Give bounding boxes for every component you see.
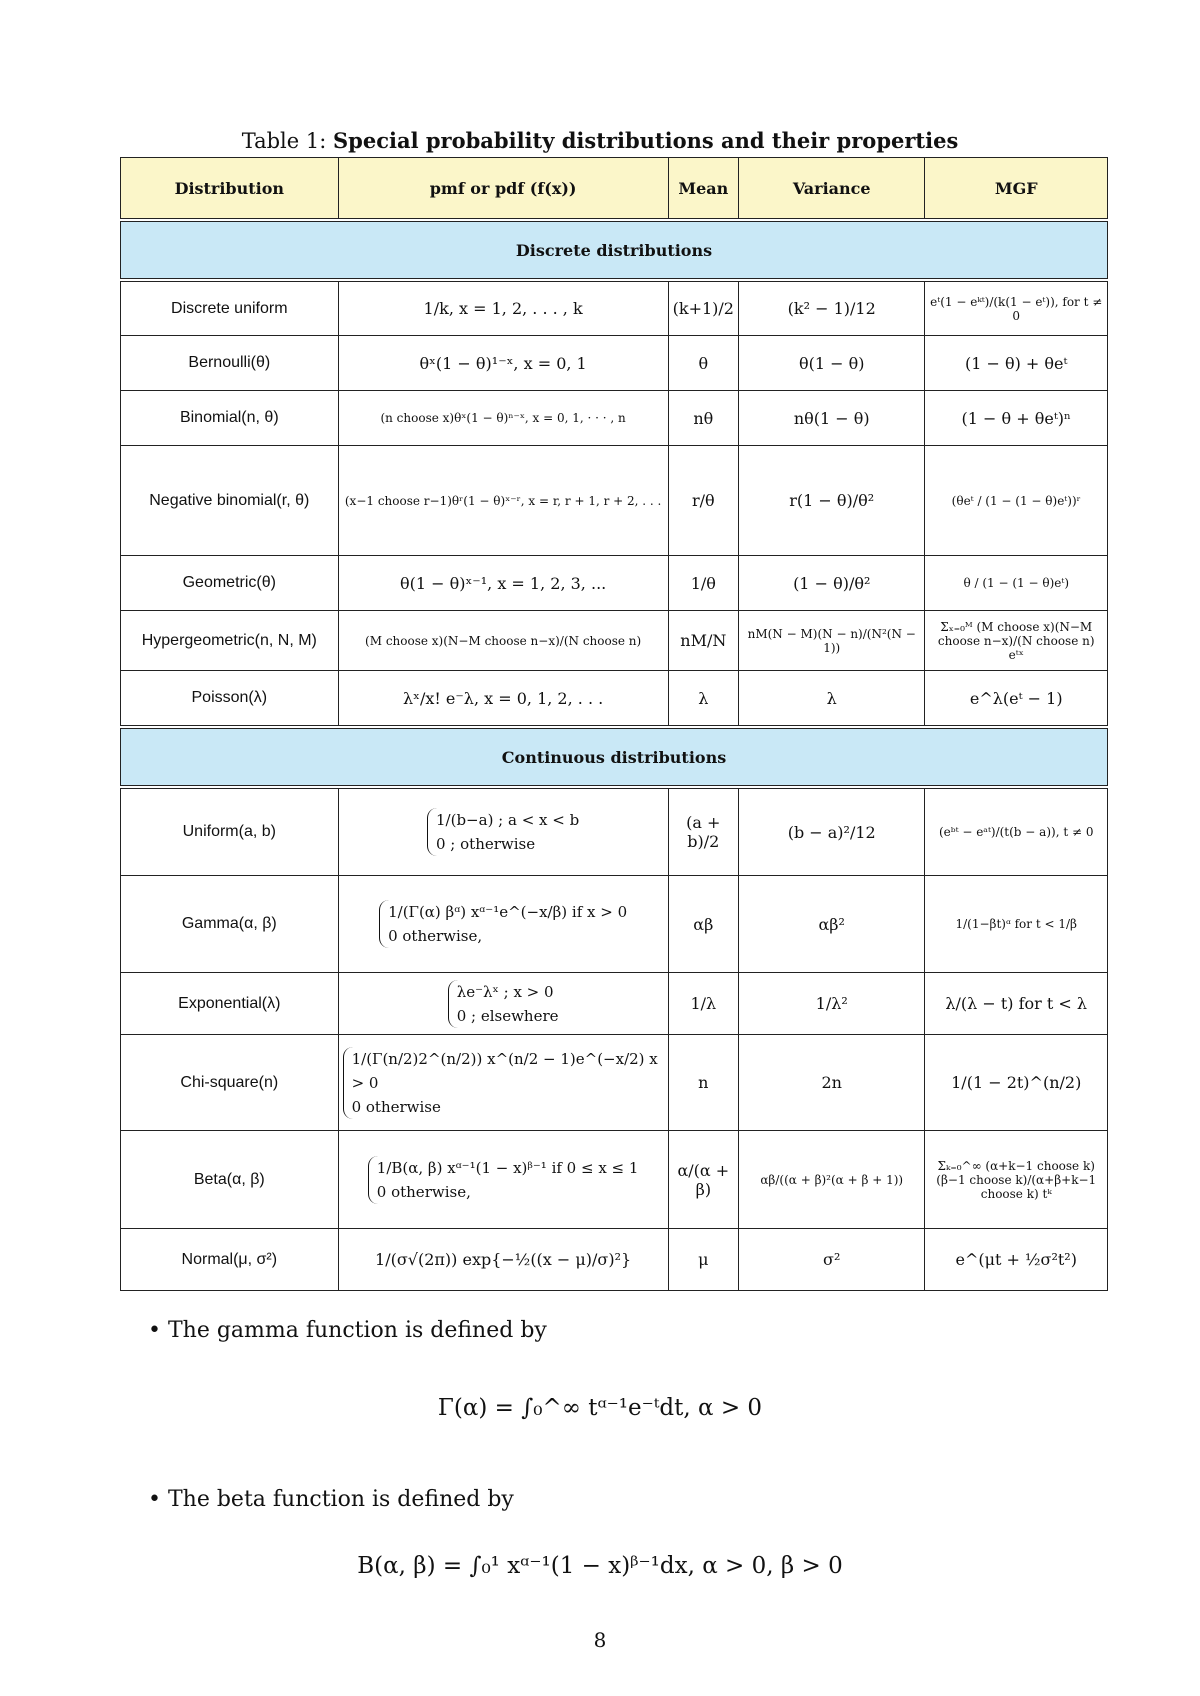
row-name: Gamma(α, β) xyxy=(121,876,339,973)
row-mgf: Σₓ₌₀ᴹ (M choose x)(N−M choose n−x)/(N choose n) eᵗˣ xyxy=(925,611,1108,671)
header-mean: Mean xyxy=(668,158,738,219)
row-name: Uniform(a, b) xyxy=(121,789,339,876)
row-pdf: 1/k, x = 1, 2, . . . , k xyxy=(338,282,668,336)
table-caption xyxy=(0,128,1200,153)
pdf-case-1: 1/(Γ(α) βᵅ) xᵅ⁻¹e^(−x/β) if x > 0 xyxy=(388,903,628,921)
row-variance: (k² − 1)/12 xyxy=(738,282,924,336)
row-pdf: (n choose x)θˣ(1 − θ)ⁿ⁻ˣ, x = 0, 1, · · · , n xyxy=(338,391,668,446)
beta-note xyxy=(148,1487,514,1512)
pdf-case-2: 0 otherwise xyxy=(351,1097,441,1116)
row-name: Exponential(λ) xyxy=(121,973,339,1035)
row-pdf xyxy=(338,1035,668,1131)
caption-label: Table 1: xyxy=(241,129,327,153)
pdf-case-2: 0 otherwise, xyxy=(388,927,483,945)
row-mean: 1/θ xyxy=(668,556,738,611)
row-variance: (b − a)²/12 xyxy=(738,789,924,876)
row-mgf: e^λ(eᵗ − 1) xyxy=(925,671,1108,726)
table-row xyxy=(121,446,1108,556)
row-mean: 1/λ xyxy=(668,973,738,1035)
row-pdf: (x−1 choose r−1)θʳ(1 − θ)ˣ⁻ʳ, x = r, r + 1, r + 2, . . . xyxy=(338,446,668,556)
row-variance: σ² xyxy=(738,1229,924,1291)
caption-title: Special probability distributions and their properties xyxy=(333,128,959,153)
row-mgf: λ/(λ − t) for t < λ xyxy=(925,973,1108,1035)
row-pdf xyxy=(338,789,668,876)
row-variance: θ(1 − θ) xyxy=(738,336,924,391)
row-pdf xyxy=(338,973,668,1035)
row-variance: r(1 − θ)/θ² xyxy=(738,446,924,556)
header-variance: Variance xyxy=(738,158,924,219)
row-mean: α/(α + β) xyxy=(668,1131,738,1229)
bullet-icon: • xyxy=(148,1487,161,1512)
row-pdf: θˣ(1 − θ)¹⁻ˣ, x = 0, 1 xyxy=(338,336,668,391)
row-mgf: eᵗ(1 − eᵏᵗ)/(k(1 − eᵗ)), for t ≠ 0 xyxy=(925,282,1108,336)
table-row xyxy=(121,282,1108,336)
row-mean: (a + b)/2 xyxy=(668,789,738,876)
row-pdf: 1/(σ√(2π)) exp{−½((x − μ)/σ)²} xyxy=(338,1229,668,1291)
distributions-table xyxy=(120,157,1108,1291)
section-row-continuous xyxy=(121,729,1108,786)
section-title-discrete: Discrete distributions xyxy=(121,222,1108,279)
table-row xyxy=(121,391,1108,446)
row-name: Discrete uniform xyxy=(121,282,339,336)
pdf-case-2: 0 ; otherwise xyxy=(436,835,536,853)
row-mgf: e^(μt + ½σ²t²) xyxy=(925,1229,1108,1291)
row-mean: nM/N xyxy=(668,611,738,671)
bullet-icon: • xyxy=(148,1318,161,1343)
piecewise-brace xyxy=(448,980,559,1028)
row-variance: nθ(1 − θ) xyxy=(738,391,924,446)
row-pdf xyxy=(338,1131,668,1229)
table-row xyxy=(121,876,1108,973)
piecewise-brace xyxy=(343,1047,664,1119)
row-variance: αβ² xyxy=(738,876,924,973)
row-name: Bernoulli(θ) xyxy=(121,336,339,391)
row-variance: nM(N − M)(N − n)/(N²(N − 1)) xyxy=(738,611,924,671)
row-variance: αβ/((α + β)²(α + β + 1)) xyxy=(738,1131,924,1229)
row-mean: μ xyxy=(668,1229,738,1291)
table-row xyxy=(121,671,1108,726)
row-mgf: Σₖ₌₀^∞ (α+k−1 choose k)(β−1 choose k)/(α+β+k−1 choose k) tᵏ xyxy=(925,1131,1108,1229)
row-mean: r/θ xyxy=(668,446,738,556)
table-row xyxy=(121,336,1108,391)
row-mgf: (θeᵗ / (1 − (1 − θ)eᵗ))ʳ xyxy=(925,446,1108,556)
page-number: 8 xyxy=(593,1628,607,1652)
row-mgf: 1/(1 − 2t)^(n/2) xyxy=(925,1035,1108,1131)
pdf-case-1: λe⁻λˣ ; x > 0 xyxy=(456,982,554,1001)
table-row xyxy=(121,1131,1108,1229)
pdf-case-1: 1/(b−a) ; a < x < b xyxy=(436,811,580,829)
beta-formula: B(α, β) = ∫₀¹ xᵅ⁻¹(1 − x)ᵝ⁻¹dx, α > 0, β > 0 xyxy=(357,1553,843,1579)
table-row xyxy=(121,611,1108,671)
row-name: Chi-square(n) xyxy=(121,1035,339,1131)
row-pdf: θ(1 − θ)ˣ⁻¹, x = 1, 2, 3, ... xyxy=(338,556,668,611)
row-mean: n xyxy=(668,1035,738,1131)
gamma-note xyxy=(148,1318,547,1343)
row-name: Hypergeometric(n, N, M) xyxy=(121,611,339,671)
header-distribution: Distribution xyxy=(121,158,339,219)
row-name: Binomial(n, θ) xyxy=(121,391,339,446)
header-pdf: pmf or pdf (f(x)) xyxy=(338,158,668,219)
row-mgf: 1/(1−βt)ᵅ for t < 1/β xyxy=(925,876,1108,973)
table-row xyxy=(121,973,1108,1035)
row-pdf: (M choose x)(N−M choose n−x)/(N choose n) xyxy=(338,611,668,671)
row-variance: 2n xyxy=(738,1035,924,1131)
table-row xyxy=(121,556,1108,611)
row-mean: θ xyxy=(668,336,738,391)
row-name: Poisson(λ) xyxy=(121,671,339,726)
row-name: Normal(μ, σ²) xyxy=(121,1229,339,1291)
row-name: Geometric(θ) xyxy=(121,556,339,611)
pdf-case-1: 1/B(α, β) xᵅ⁻¹(1 − x)ᵝ⁻¹ if 0 ≤ x ≤ 1 xyxy=(376,1158,639,1177)
table-row xyxy=(121,1229,1108,1291)
row-mean: nθ xyxy=(668,391,738,446)
gamma-note-text: The gamma function is defined by xyxy=(167,1318,547,1343)
gamma-formula: Γ(α) = ∫₀^∞ tᵅ⁻¹e⁻ᵗdt, α > 0 xyxy=(437,1395,763,1421)
pdf-case-2: 0 otherwise, xyxy=(376,1182,471,1201)
row-mgf: (eᵇᵗ − eᵃᵗ)/(t(b − a)), t ≠ 0 xyxy=(925,789,1108,876)
row-mean: αβ xyxy=(668,876,738,973)
row-mgf: θ / (1 − (1 − θ)eᵗ) xyxy=(925,556,1108,611)
row-mgf: (1 − θ) + θeᵗ xyxy=(925,336,1108,391)
row-mgf: (1 − θ + θeᵗ)ⁿ xyxy=(925,391,1108,446)
pdf-case-1: 1/(Γ(n/2)2^(n/2)) x^(n/2 − 1)e^(−x/2) x > 0 xyxy=(351,1049,658,1092)
table-header-row xyxy=(121,158,1108,219)
row-name: Negative binomial(r, θ) xyxy=(121,446,339,556)
section-row-discrete xyxy=(121,222,1108,279)
pdf-case-2: 0 ; elsewhere xyxy=(456,1006,559,1025)
piecewise-brace xyxy=(379,900,627,948)
section-title-continuous: Continuous distributions xyxy=(121,729,1108,786)
beta-note-text: The beta function is defined by xyxy=(167,1487,514,1512)
piecewise-brace xyxy=(368,1156,639,1204)
table-row xyxy=(121,1035,1108,1131)
table-row xyxy=(121,789,1108,876)
row-pdf: λˣ/x! e⁻λ, x = 0, 1, 2, . . . xyxy=(338,671,668,726)
row-pdf xyxy=(338,876,668,973)
row-mean: (k+1)/2 xyxy=(668,282,738,336)
row-variance: 1/λ² xyxy=(738,973,924,1035)
piecewise-brace xyxy=(427,808,579,856)
row-variance: (1 − θ)/θ² xyxy=(738,556,924,611)
row-mean: λ xyxy=(668,671,738,726)
header-mgf: MGF xyxy=(925,158,1108,219)
row-variance: λ xyxy=(738,671,924,726)
row-name: Beta(α, β) xyxy=(121,1131,339,1229)
